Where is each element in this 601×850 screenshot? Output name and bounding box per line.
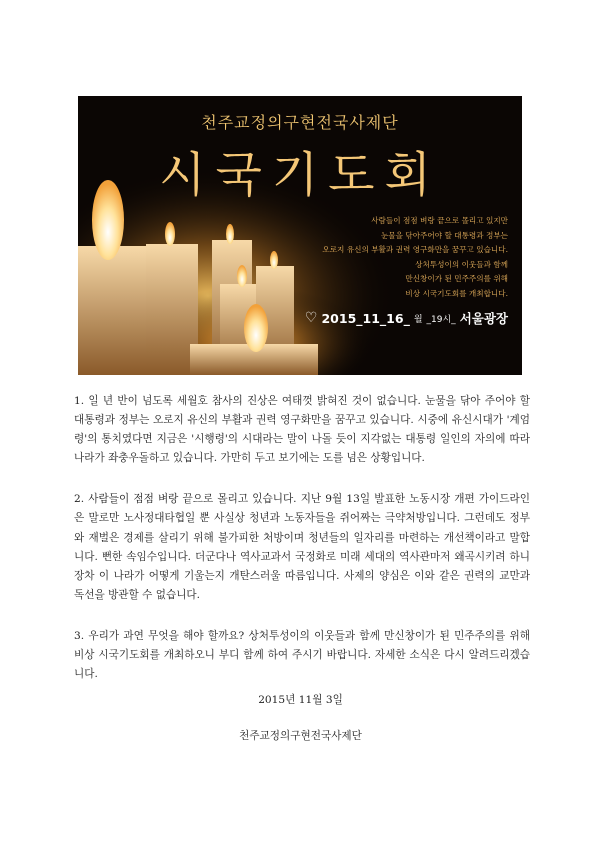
poster-organization: 천주교정의구현전국사제단 bbox=[201, 113, 399, 132]
message-line: 사람들이 점점 벼랑 끝으로 몰리고 있지만 bbox=[371, 216, 508, 225]
candle-flame bbox=[237, 265, 247, 287]
message-line: 만신창이가 된 민주주의를 위해 bbox=[405, 274, 508, 283]
paragraph: 2. 사람들이 점점 벼랑 끝으로 몰리고 있습니다. 지난 9월 13일 발표한 노동시장 개편 가이드라인은 말로만 노사정대타협일 뿐 사실상 청년과 노동자들을 쥐어짜는 극약처방입니다. 그런데도 정부와 재벌은 경제를 살리기 위해 불가피한 처방이며 청년들의 일자리를 마련하는 개선책이라고 말합니다. 뻔한 속임수입니다. 더군다나 역사교과서 국정화로 미래 세대의 역사관마저 왜곡시키려 하니 장차 이 나라가 어떻게 기울는지 개탄스러울 따름입니다. 사제의 양심은 이와 같은 권력의 교만과 독선을 방관할 수 없습니다. bbox=[74, 493, 530, 601]
message-line: 눈물을 닦아주어야 할 대통령과 정부는 bbox=[380, 230, 508, 240]
poster-banner bbox=[78, 96, 522, 375]
event-place: 서울광장 bbox=[459, 311, 508, 326]
candle-flame bbox=[244, 304, 268, 352]
candle-flame bbox=[165, 222, 175, 246]
body-text bbox=[74, 392, 530, 706]
poster-message bbox=[278, 214, 508, 301]
paragraph: 3. 우리가 과연 무엇을 해야 할까요? 상처투성이의 이웃들과 함께 만신창이가 된 민주주의를 위해 비상 시국기도회를 개최하오니 부디 함께 하여 주시기 바랍니다. 자세한 소식은 다시 알려드리겠습니다. bbox=[74, 629, 530, 681]
message-line: 상처투성이의 이웃들과 함께 bbox=[415, 259, 508, 269]
message-line: 비상 시국기도회를 개최합니다. bbox=[405, 288, 508, 298]
paragraph: 1. 일 년 반이 넘도록 세월호 참사의 진상은 여태껏 밝혀진 것이 없습니다. 눈물을 닦아 주어야 할 대통령과 정부는 오로지 유신의 부활과 권력 영구화만을 꿈꾸고 있습니다. 시중에 유신시대가 '계엄령'의 통치였다면 지금은 '시행령'의 시대라는 말이 나돌 듯이 지각없는 대통령 일인의 자의에 따라 나라가 좌충우돌하고 있습니다. 가만히 두고 보기에는 도를 넘은 상황입니다. bbox=[74, 395, 530, 465]
event-day: 월 bbox=[413, 314, 423, 325]
event-time: _19시_ bbox=[426, 314, 456, 325]
event-date: 2015_11_16_ bbox=[321, 310, 410, 326]
event-info bbox=[305, 309, 508, 327]
candle-flame bbox=[270, 251, 278, 269]
candle-flame bbox=[226, 224, 234, 244]
heart-icon: ♡ bbox=[304, 310, 318, 326]
message-line: 오로지 유신의 부활과 권력 영구화만을 꿈꾸고 있습니다. bbox=[322, 245, 508, 254]
signature: 천주교정의구현전국사제단 bbox=[239, 730, 362, 742]
poster-title: 시국기도회 bbox=[159, 147, 441, 203]
document-date: 2015년 11월 3일 bbox=[258, 694, 343, 706]
